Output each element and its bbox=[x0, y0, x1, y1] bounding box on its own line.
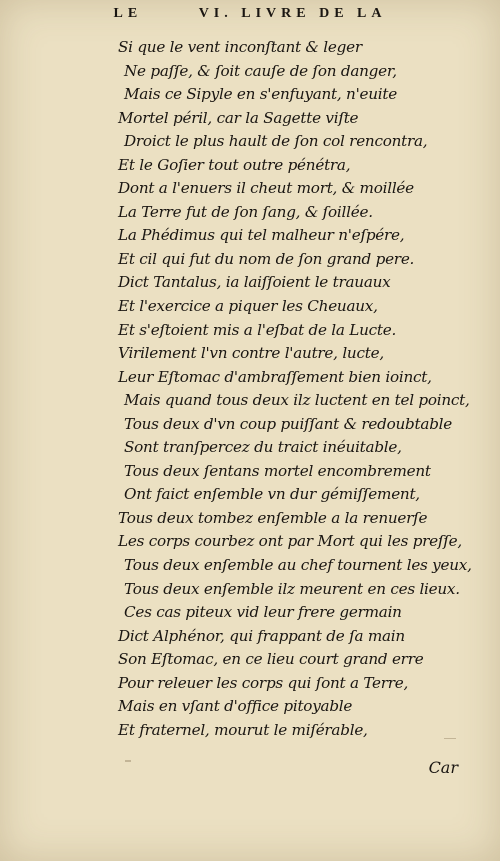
verse-line: La Terre fut de ſon ſang, & ſoillée. bbox=[118, 202, 373, 221]
verse-line: Tous deux d'vn coup puiſſant & redoubtable bbox=[124, 414, 453, 433]
verse-line: Dict Tantalus, ia laiſſoient le trauaux bbox=[118, 273, 391, 292]
verse-line: Et l'exercice a piquer les Cheuaux, bbox=[118, 297, 378, 316]
verse-line: Mais quand tous deux ilz luctent en tel poinct, bbox=[124, 391, 470, 410]
verse-line: Ont faict enſemble vn dur gémiſſement, bbox=[124, 485, 420, 504]
verse-line: Dont a l'enuers il cheut mort, & moillée bbox=[118, 179, 414, 198]
verse-line: Tous deux tombez enſemble a la renuerſe bbox=[118, 508, 428, 527]
verse-line: Les corps courbez ont par Mort qui les preſſe, bbox=[118, 532, 462, 551]
verse-line: Et cil qui fut du nom de ſon grand pere. bbox=[118, 249, 415, 268]
verse-line: Tous deux enſemble ilz meurent en ces lieux. bbox=[124, 579, 460, 598]
verse-line: La Phédimus qui tel malheur n'eſpére, bbox=[118, 226, 405, 245]
verse-line: Et s'eſtoient mis a l'eſbat de la Lucte. bbox=[118, 320, 397, 339]
verse-line: Pour releuer les corps qui ſont a Terre, bbox=[118, 673, 409, 692]
verse-line: Ne paſſe, & ſoit cauſe de ſon danger, bbox=[124, 61, 397, 80]
verse-line: Mortel péril, car la Sagette viſte bbox=[118, 108, 359, 127]
running-title: VI. LIVRE DE LA bbox=[198, 6, 387, 21]
verse-line: Dict Alphénor, qui frappant de ſa main bbox=[118, 626, 405, 645]
running-header bbox=[0, 6, 500, 22]
page-number: LE bbox=[113, 6, 143, 21]
ink-mark bbox=[444, 738, 456, 739]
verse-line: Si que le vent inconſtant & leger bbox=[118, 38, 362, 56]
verse-line: Ces cas piteux vid leur frere germain bbox=[124, 603, 402, 622]
verse-line: Virilement l'vn contre l'autre, lucte, bbox=[118, 344, 384, 363]
verse-line: Et fraternel, mourut le miſérable, bbox=[118, 720, 368, 739]
verse-block bbox=[118, 36, 478, 742]
verse-line: Tous deux ſentans mortel encombrement bbox=[124, 461, 431, 480]
verse-line: Et le Goſier tout outre pénétra, bbox=[118, 155, 351, 174]
verse-line: Sont tranſpercez du traict inéuitable, bbox=[124, 438, 402, 457]
verse-line: Tous deux enſemble au chef tournent les yeux, bbox=[124, 556, 472, 575]
verse-line: Leur Eſtomac d'ambraſſement bien ioinct, bbox=[118, 367, 432, 386]
ink-mark bbox=[125, 760, 131, 762]
catchword: Car bbox=[428, 758, 458, 777]
verse-line: Son Eſtomac, en ce lieu court grand erre bbox=[118, 650, 424, 669]
verse-line: Mais en vſant d'office pitoyable bbox=[118, 697, 353, 716]
verse-line: Mais ce Sipyle en s'enfuyant, n'euite bbox=[124, 85, 397, 104]
verse-line: Droict le plus hault de ſon col rencontra, bbox=[124, 132, 428, 151]
